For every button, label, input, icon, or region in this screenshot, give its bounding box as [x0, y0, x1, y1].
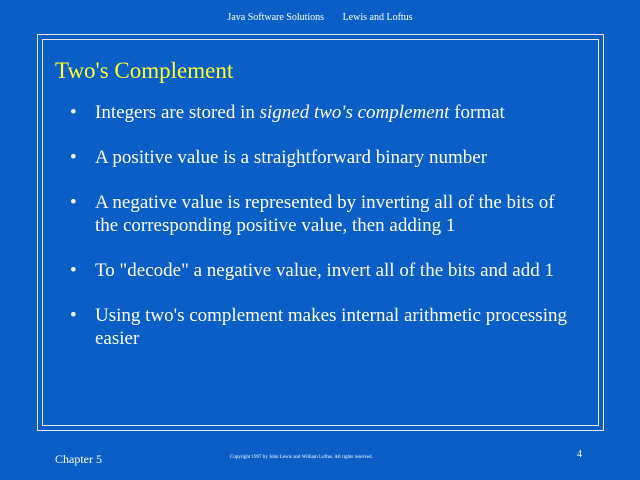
bullet-item [70, 101, 580, 124]
bullet-item [70, 191, 580, 237]
bullet-list [70, 101, 580, 372]
page-number: 4 [577, 449, 582, 460]
bullet-item [70, 259, 580, 282]
slide-title: Two's Complement [55, 58, 234, 83]
header-authors: Lewis and Loftus [342, 12, 413, 23]
bullet-text: A positive value is a straightforward binary number [95, 147, 488, 168]
bullet-dot-icon: • [70, 102, 77, 123]
bullet-dot-icon: • [70, 192, 77, 213]
footer-chapter: Chapter 5 [55, 452, 102, 466]
bullet-text-emphasis: signed two's complement [259, 102, 450, 123]
bullet-text-before: Integers are stored in [95, 102, 260, 123]
bullet-text-after: format [449, 102, 505, 123]
bullet-dot-icon: • [70, 147, 77, 168]
footer-copyright: Copyright 1997 by John Lewis and William Loftus. All rights reserved. [230, 455, 373, 460]
bullet-text: Using two's complement makes internal arithmetic processing easier [95, 305, 567, 349]
bullet-text: A negative value is represented by inverting all of the bits of the corresponding positive value, then adding 1 [95, 192, 555, 236]
bullet-item [70, 146, 580, 169]
header-book-title: Java Software Solutions [227, 12, 325, 23]
slide-header [0, 12, 640, 24]
bullet-dot-icon: • [70, 305, 77, 326]
bullet-text: To "decode" a negative value, invert all of the bits and add 1 [95, 260, 554, 281]
bullet-dot-icon: • [70, 260, 77, 281]
bullet-item [70, 304, 580, 350]
